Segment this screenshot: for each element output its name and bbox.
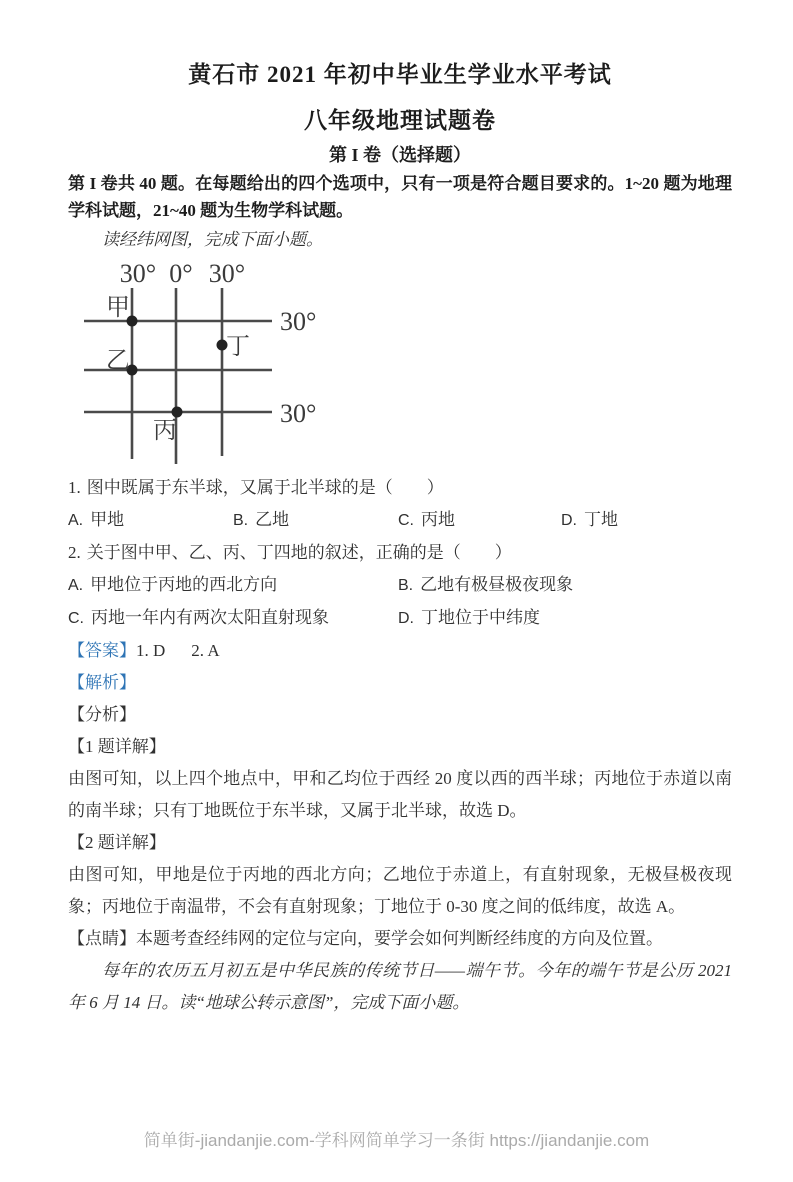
longitude-label-30e: 30°: [208, 260, 246, 288]
detail2-label: 【2 题详解】: [68, 833, 166, 852]
point-label-jia: 甲: [106, 295, 130, 321]
q1-option-a: [68, 504, 233, 537]
longitude-label-30w: 30°: [119, 260, 157, 288]
dianjing-text: 本题考查经纬网的定位与定向，要学会如何判断经纬度的方向及位置。: [136, 929, 663, 948]
answer-label: 【答案】: [68, 641, 136, 660]
q1-option-d-text: 丁地: [584, 510, 618, 529]
q2-option-c: [68, 602, 398, 635]
point-label-bing: 丙: [153, 418, 177, 444]
question-2-number: 2.: [68, 543, 81, 562]
question-1-text: 图中既属于东半球，又属于北半球的是（ ）: [86, 478, 444, 497]
question-1-stem: [68, 472, 732, 504]
point-label-yi: 乙: [106, 348, 130, 374]
watermark-footer: 简单街-jiandanjie.com-学科网简单学习一条街 https://jiandanjie.com: [143, 1131, 650, 1150]
q1-option-a-letter: A.: [68, 512, 84, 529]
latitude-label-30s: 30°: [280, 399, 317, 428]
q2-option-a: [68, 569, 398, 602]
question-2-text: 关于图中甲、乙、丙、丁四地的叙述，正确的是（ ）: [86, 543, 512, 562]
lat-long-grid-svg: [84, 260, 334, 466]
detail1-text: 由图可知，以上四个地点中，甲和乙均位于西经 20 度以西的西半球；丙地位于赤道以南的南半球；只有丁地既位于东半球，又属于北半球，故选 D。: [68, 769, 732, 820]
fenxi-label: 【分析】: [68, 705, 136, 724]
detail2-text: 由图可知，甲地是位于丙地的西北方向；乙地位于赤道上，有直射现象，无极昼极夜现象；丙地位于南温带，不会有直射现象；丁地位于 0-30 度之间的低纬度，故选 A。: [68, 865, 732, 916]
detail1-label: 【1 题详解】: [68, 737, 166, 756]
q1-option-b: [233, 504, 398, 537]
longitude-label-0: 0°: [169, 260, 193, 288]
question-1-number: 1.: [68, 478, 81, 497]
q2-option-b: [398, 569, 732, 602]
q1-option-b-letter: B.: [233, 512, 249, 529]
answer-line: [68, 635, 732, 667]
answer-item-2: 2. A: [191, 641, 220, 660]
question-2-stem: [68, 537, 732, 569]
question-1-options: [68, 504, 732, 537]
q1-option-c: [398, 504, 561, 537]
q1-option-d-letter: D.: [561, 512, 577, 529]
point-dot-bing: [172, 407, 183, 418]
q2-option-b-text: 乙地有极昼极夜现象: [420, 575, 574, 594]
exam-page: [0, 60, 793, 1019]
question-2-options: [68, 569, 732, 635]
q2-option-d-letter: D.: [398, 610, 414, 627]
q2-option-a-letter: A.: [68, 577, 84, 594]
passage1-lead: 读经纬网图，完成下面小题。: [102, 230, 323, 249]
q2-option-a-text: 甲地位于丙地的西北方向: [90, 575, 278, 594]
passage2-lead: 每年的农历五月初五是中华民族的传统节日——端午节。今年的端午节是公历 2021 年 6 月 14 日。读“地球公转示意图”，完成下面小题。: [68, 961, 732, 1012]
lat-long-grid-figure: [84, 260, 334, 466]
jiexi-label: 【解析】: [68, 673, 136, 692]
q2-option-c-text: 丙地一年内有两次太阳直射现象: [91, 608, 329, 627]
latitude-label-30n: 30°: [280, 307, 317, 336]
q2-option-d: [398, 602, 732, 635]
q1-option-b-text: 乙地: [255, 510, 290, 529]
page-subtitle: 八年级地理试题卷: [304, 108, 496, 133]
q1-option-c-letter: C.: [398, 512, 414, 529]
exam-instructions: 第 I 卷共 40 题。在每题给出的四个选项中，只有一项是符合题目要求的。1~20 题为地理学科试题，21~40 题为生物学科试题。: [68, 174, 732, 220]
q2-option-b-letter: B.: [398, 577, 414, 594]
answer-item-1: 1. D: [136, 641, 166, 660]
dianjing-line: [68, 923, 732, 955]
point-label-ding: 丁: [226, 334, 250, 360]
page-title: 黄石市 2021 年初中毕业生学业水平考试: [188, 62, 612, 87]
q1-option-d: [561, 504, 732, 537]
q2-option-c-letter: C.: [68, 610, 84, 627]
q1-option-a-text: 甲地: [90, 510, 125, 529]
q1-option-c-text: 丙地: [421, 510, 455, 529]
dianjing-label: 【点睛】: [68, 929, 136, 948]
q2-option-d-text: 丁地位于中纬度: [421, 608, 540, 627]
section-header: 第 I 卷（选择题）: [328, 145, 471, 165]
